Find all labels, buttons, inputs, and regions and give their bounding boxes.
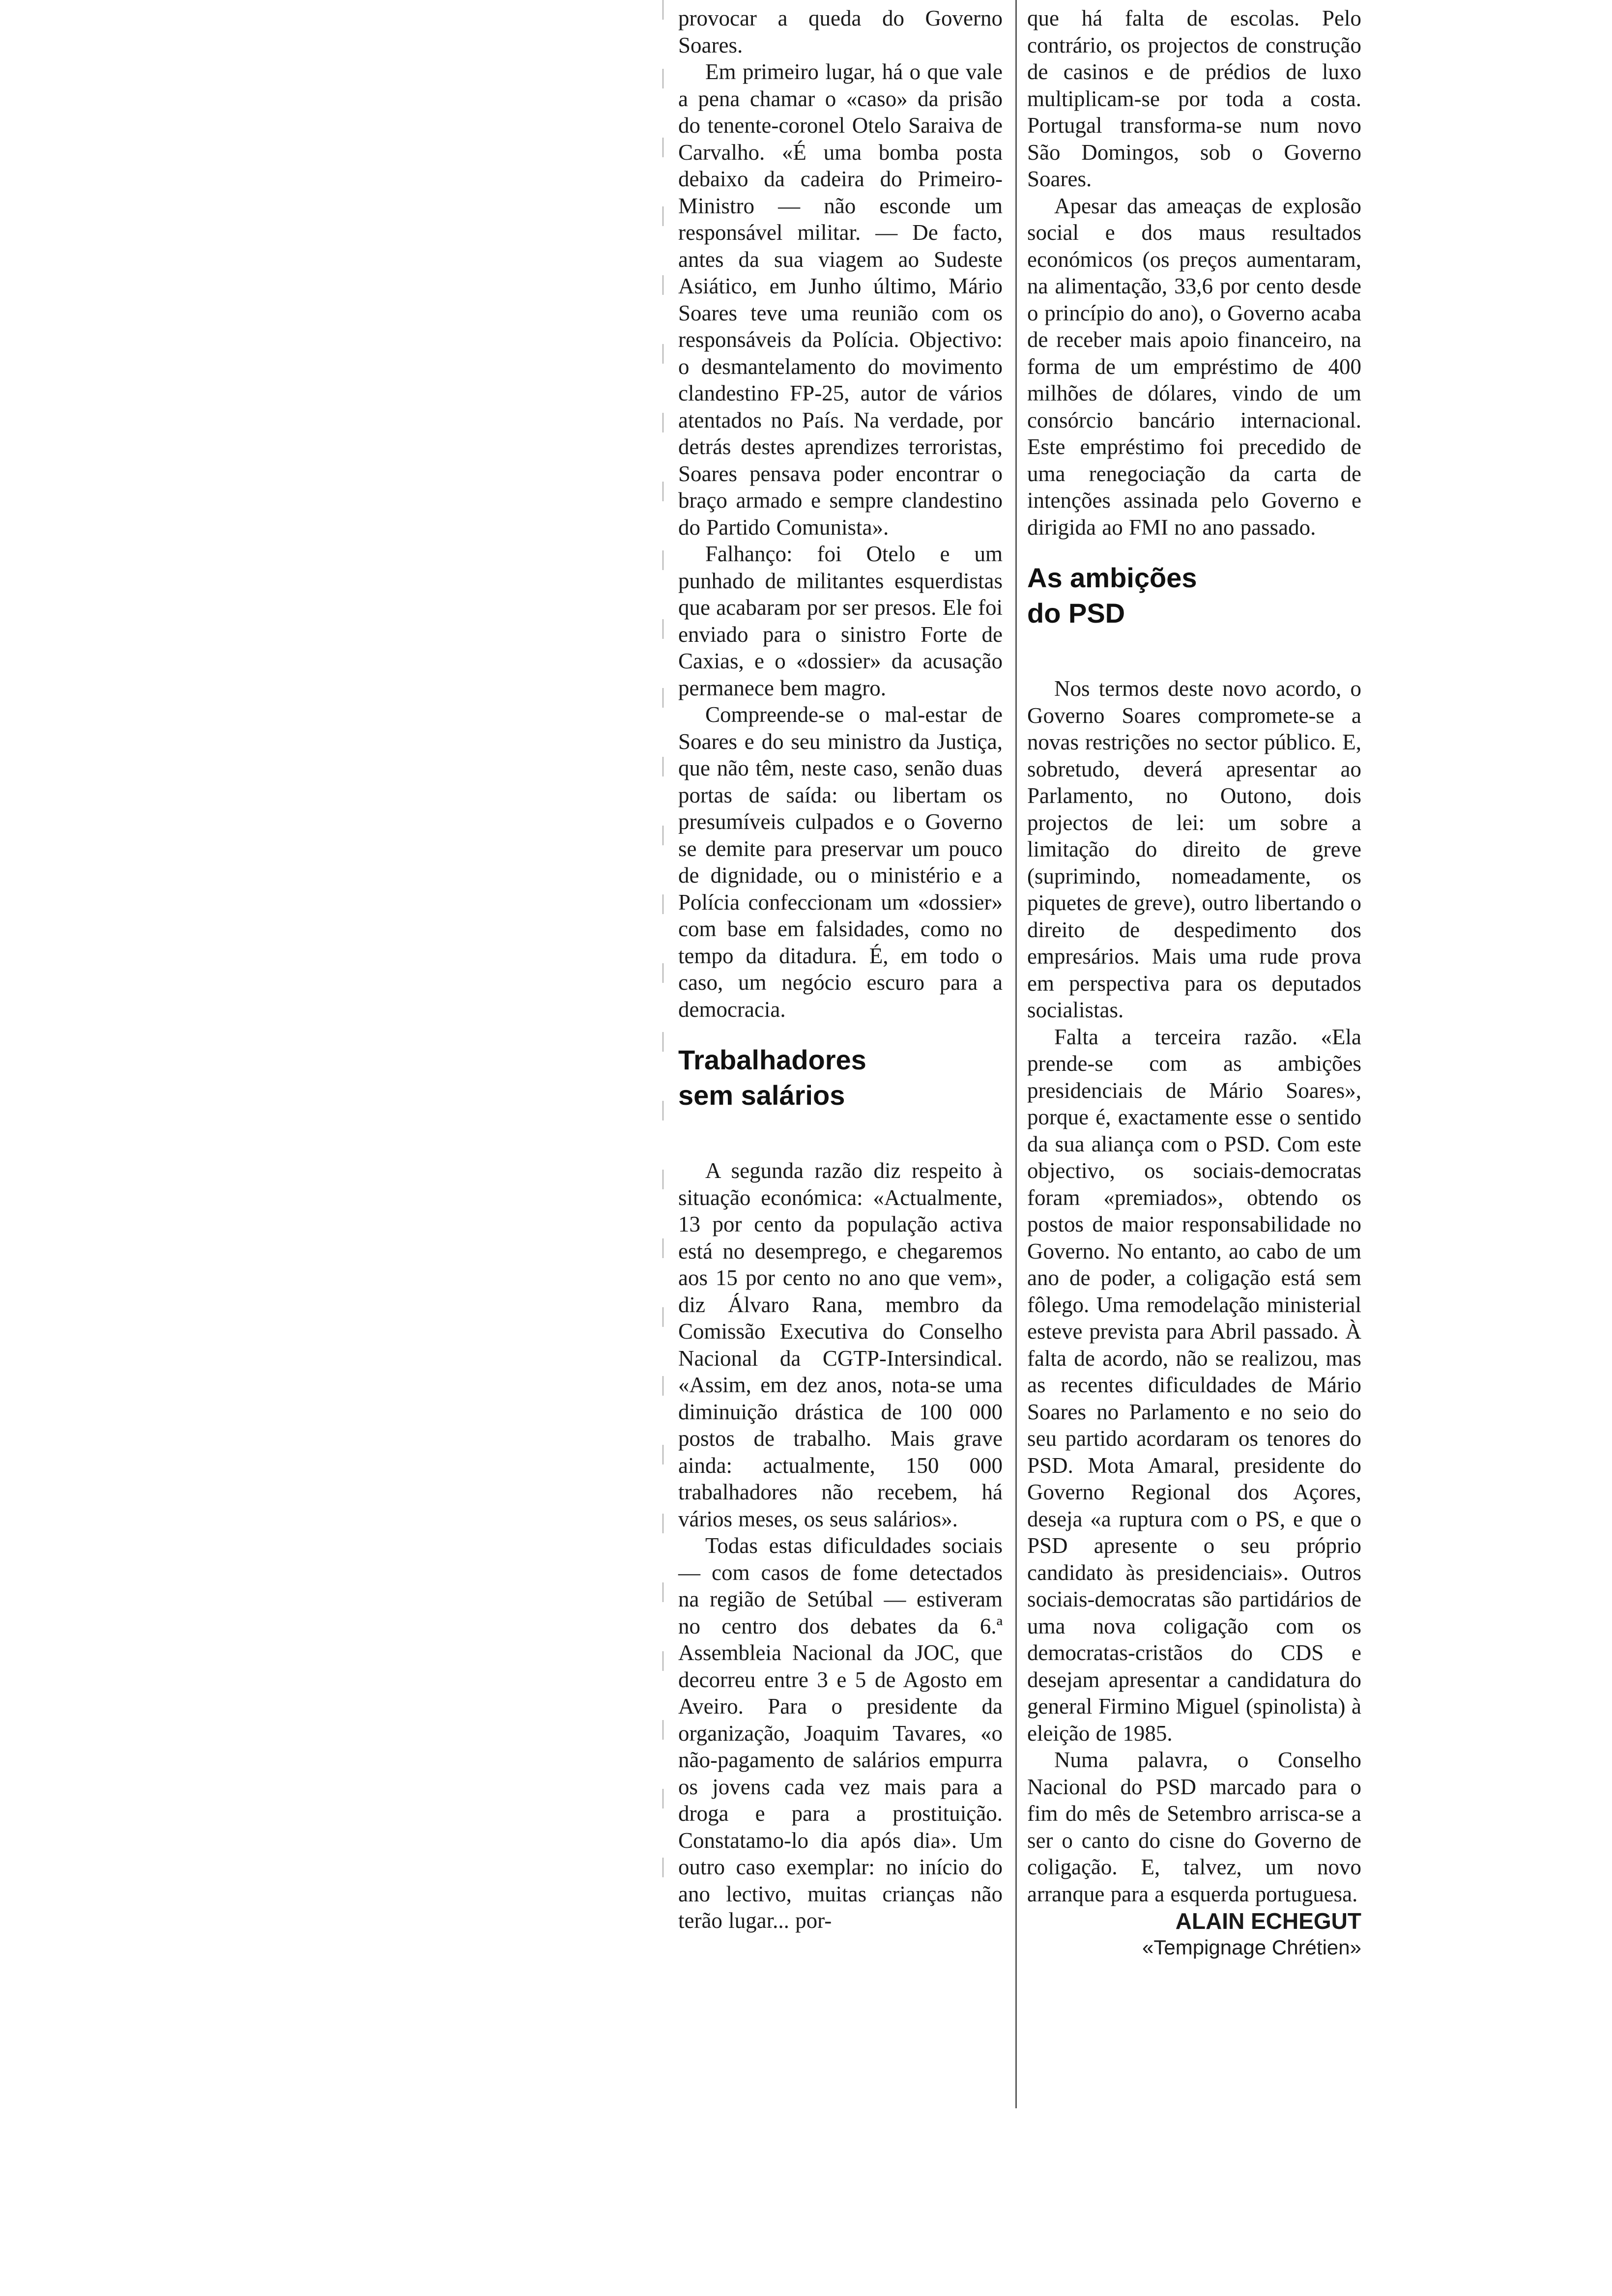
paragraph-failure: Falhanço: foi Otelo e um punhado de militantes esquerdistas que acabaram por ser presos. Ele foi enviado para o sinistro Forte de Caxias, e o «dossier» da acusação permanece bem magro. bbox=[678, 542, 1003, 700]
paragraph-agreement: Nos termos deste novo acordo, o Governo Soares compromete-se a novas restrições no sector público. E, sobretudo, deverá apresentar ao Parlamento, no Outono, dois projectos de lei: um sobre a limitação do direito de greve (suprimindo, nomeadamente, os piquetes de greve), outro libertando o direito de despedimento dos empresários. Mais uma rude prova em perspectiva para os deputados socialistas. bbox=[1027, 676, 1361, 1022]
spacer bbox=[678, 1113, 1003, 1157]
paragraph-loan: Apesar das ameaças de explosão social e dos maus resultados económicos (os preços aumentaram, na alimentação, 33,6 por cento desde o princípio do ano), o Governo acaba de receber mais apoio financeiro, na forma de um empréstimo de 400 milhões de dólares, vindo de um consórcio bancário internacional. Este empréstimo foi precedido de uma renegociação da carta de intenções assinada pelo Governo e dirigida ao FMI no ano passado. bbox=[1027, 193, 1361, 540]
paragraph-continuation: que há falta de escolas. Pelo contrário, os projectos de construção de casinos e de prédios de luxo multiplicam-se por toda a costa. Portugal transforma-se num novo São Domingos, sob o Governo Soares. bbox=[1027, 6, 1361, 191]
heading-line: do PSD bbox=[1027, 598, 1125, 629]
heading-line: Trabalhadores bbox=[678, 1044, 866, 1075]
column-divider bbox=[1015, 0, 1017, 2108]
paragraph-third-reason: Falta a terceira razão. «Ela prende-se com as ambições presidenciais de Mário Soares», porque é, exactamente esse o sentido da sua aliança com o PSD. Com este objectivo, os sociais-democratas foram «premiados», obtendo os postos de maior responsabilidade no Governo. No entanto, ao cabo de um ano de poder, a coligação está sem fôlego. Uma remodelação ministerial esteve prevista para Abril passado. À falta de acordo, não se realizou, mas as recentes dificuldades de Mário Soares no Parlamento e no seio do seu partido acordaram os tenores do PSD. Mota Amaral, presidente do Governo Regional dos Açores, deseja «a ruptura com o PS, e que o PSD apresente o seu próprio candidato às presidenciais». Outros sociais-democratas são partidários de uma nova coligação com os democratas-cristãos do CDS e desejam apresentar a candidatura do general Firmino Miguel (spinolista) à eleição de 1985. bbox=[1027, 1024, 1361, 1746]
author-signature: ALAIN ECHEGUT bbox=[1175, 1908, 1361, 1934]
paragraph-social-difficulties: Todas estas dificuldades sociais — com casos de fome detectados na região de Setúbal — estiveram no centro dos debates da 6.ª Assembleia Nacional da JOC, que decorreu entre 3 e 5 de Agosto em Aveiro. Para o presidente da organização, Joaquim Tavares, «o não-pagamento de salários empurra os jovens cada vez mais para a droga e para a prostituição. Constatamo-lo dia após dia». Um outro caso exemplar: no início do ano lectivo, muitas crianças não terão lugar... por- bbox=[678, 1533, 1003, 1933]
left-margin-rule bbox=[662, 0, 663, 1917]
spacer bbox=[1027, 541, 1361, 560]
spacer bbox=[678, 1023, 1003, 1042]
paragraph-economy: A segunda razão diz respeito à situação económica: «Actualmente, 13 por cento da população activa está no desemprego, e chegaremos aos 15 por cento no ano que vem», diz Álvaro Rana, membro da Comissão Executiva do Conselho Nacional da CGTP-Intersindical. «Assim, em dez anos, nota-se uma diminuição drástica de 100 000 postos de trabalho. Mais grave ainda: actualmente, 150 000 trabalhadores não recebem, há vários meses, os seus salários». bbox=[678, 1158, 1003, 1531]
heading-line: As ambições bbox=[1027, 562, 1197, 593]
paragraph-conclusion: Numa palavra, o Conselho Nacional do PSD marcado para o fim do mês de Setembro arrisca-se a ser o canto do cisne do Governo de coligação. E, talvez, um novo arranque para a esquerda portuguesa. bbox=[1027, 1748, 1361, 1906]
section-heading-workers bbox=[678, 1042, 1003, 1113]
article-column-right bbox=[1027, 5, 1361, 1960]
paragraph-otelo-case: Em primeiro lugar, há o que vale a pena chamar o «caso» da prisão do tenente-coronel Otelo Saraiva de Carvalho. «É uma bomba posta debaixo da cadeira do Primeiro-Ministro — não esconde um responsável militar. — De facto, antes da sua viagem ao Sudeste Asiático, em Junho último, Mário Soares teve uma reunião com os responsáveis da Polícia. Objectivo: o desmantelamento do movimento clandestino FP-25, autor de vários atentados no País. Na verdade, por detrás destes aprendizes terroristas, Soares pensava poder encontrar o braço armado e sempre clandestino do Partido Comunista». bbox=[678, 59, 1003, 540]
article-column-left bbox=[678, 5, 1003, 1934]
heading-line: sem salários bbox=[678, 1080, 845, 1111]
source-credit: «Tempignage Chrétien» bbox=[1142, 1936, 1361, 1959]
section-heading-psd bbox=[1027, 560, 1361, 631]
paragraph-malaise: Compreende-se o mal-estar de Soares e do seu ministro da Justiça, que não têm, neste caso, senão duas portas de saída: ou libertam os presumíveis culpados e o Governo se demite para preservar um pouco de dignidade, ou o ministério e a Polícia confeccionam um «dossier» com base em falsidades, como no tempo da ditadura. É, em todo o caso, um negócio escuro para a democracia. bbox=[678, 702, 1003, 1022]
spacer bbox=[1027, 631, 1361, 675]
paragraph-continuation: provocar a queda do Governo Soares. bbox=[678, 6, 1003, 57]
